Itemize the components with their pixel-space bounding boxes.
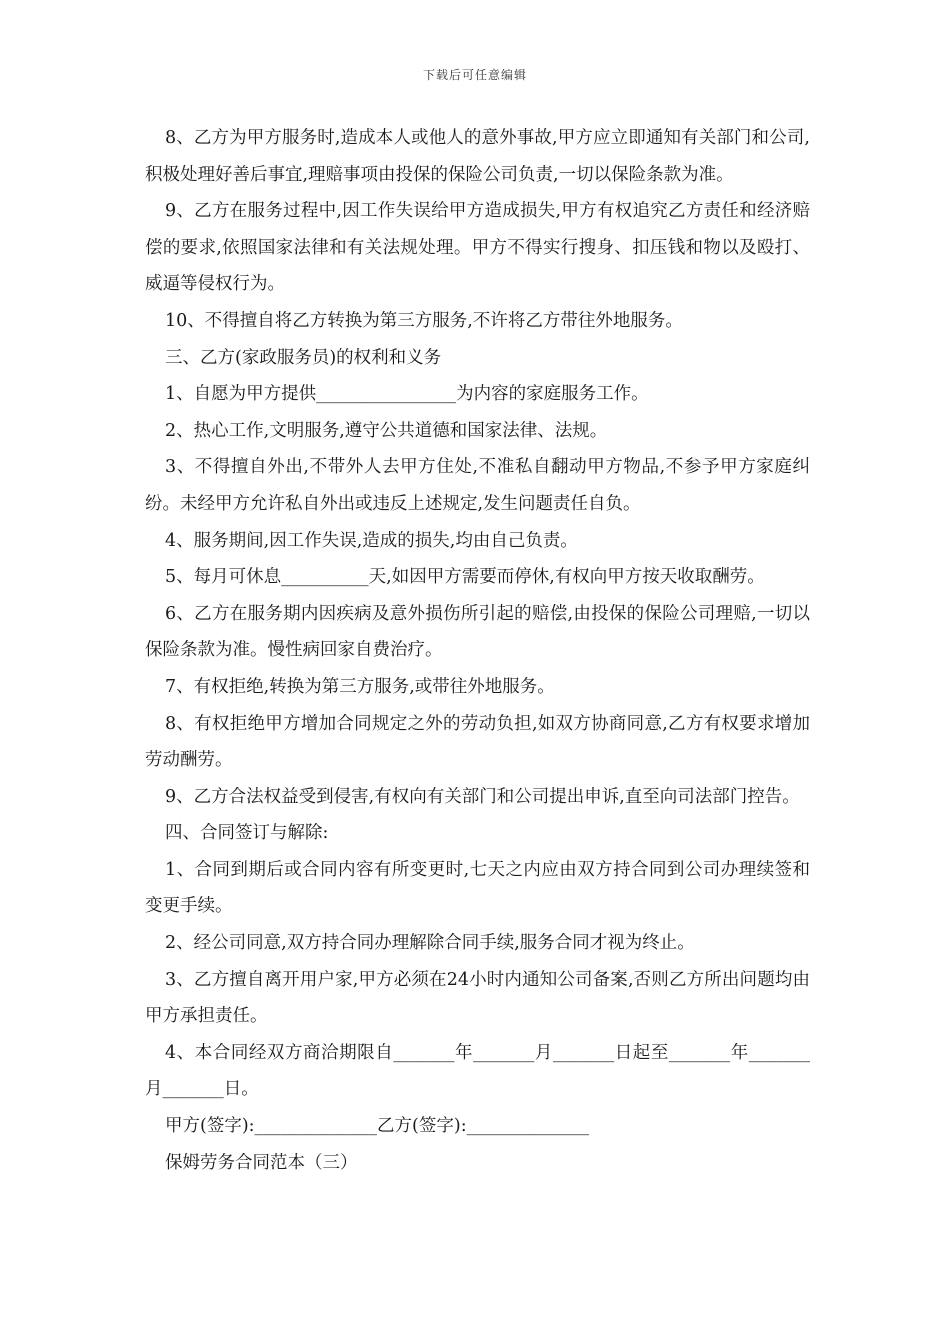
- clause-paragraph: 8、有权拒绝甲方增加合同规定之外的劳动负担,如双方协商同意,乙方有权要求增加劳动酬劳。: [145, 713, 810, 771]
- clause-paragraph: 8、乙方为甲方服务时,造成本人或他人的意外事故,甲方应立即通知有关部门和公司,积极处理好善后事宜,理赔事项由投保的保险公司负责,一切以保险条款为准。: [145, 128, 810, 185]
- document-body: [145, 120, 810, 1181]
- clause-paragraph: 9、乙方在服务过程中,因工作失误给甲方造成损失,甲方有权追究乙方责任和经济赔偿的要求,依照国家法律和有关法规处理。甲方不得实行搜身、扣压钱和物以及殴打、威逼等侵权行为。: [145, 201, 810, 295]
- clause-paragraph: 4、本合同经双方商洽期限自_______年_______月_______日起至_______年_______月_______日。: [145, 1042, 810, 1100]
- clause-paragraph: 6、乙方在服务期内因疾病及意外损伤所引起的赔偿,由投保的保险公司理赔,一切以保险条款为准。慢性病回家自费治疗。: [145, 603, 810, 661]
- clause-paragraph: 7、有权拒绝,转换为第三方服务,或带往外地服务。: [165, 676, 555, 697]
- clause-paragraph: 3、乙方擅自离开用户家,甲方必须在24小时内通知公司备案,否则乙方所出问题均由甲方承担责任。: [145, 969, 810, 1027]
- next-section-title: 保姆劳务合同范本（三）: [165, 1152, 358, 1173]
- clause-paragraph: 4、服务期间,因工作失误,造成的损失,均由自己负责。: [165, 530, 578, 551]
- clause-paragraph: 2、热心工作,文明服务,遵守公共道德和国家法律、法规。: [165, 420, 608, 441]
- clause-paragraph: 9、乙方合法权益受到侵害,有权向有关部门和公司提出申诉,直至向司法部门控告。: [165, 786, 800, 807]
- signature-line: 甲方(签字):______________乙方(签字):______________: [165, 1116, 590, 1137]
- clause-paragraph: 2、经公司同意,双方持合同办理解除合同手续,服务合同才视为终止。: [165, 933, 695, 954]
- clause-paragraph: 5、每月可休息__________天,如因甲方需要而停休,有权向甲方按天收取酬劳。: [165, 567, 765, 588]
- clause-paragraph: 10、不得擅自将乙方转换为第三方服务,不许将乙方带往外地服务。: [165, 310, 683, 331]
- clause-paragraph: 3、不得擅自外出,不带外人去甲方住处,不准私自翻动甲方物品,不参予甲方家庭纠纷。未经甲方允许私自外出或违反上述规定,发生问题责任自负。: [145, 457, 810, 514]
- section-heading: 三、乙方(家政服务员)的权利和义务: [165, 347, 442, 368]
- page-header-note: 下载后可任意编辑: [422, 68, 527, 82]
- clause-paragraph: 1、合同到期后或合同内容有所变更时,七天之内应由双方持合同到公司办理续签和变更手续。: [145, 859, 810, 917]
- section-heading: 四、合同签订与解除:: [165, 823, 329, 844]
- clause-paragraph: 1、自愿为甲方提供________________为内容的家庭服务工作。: [165, 384, 649, 405]
